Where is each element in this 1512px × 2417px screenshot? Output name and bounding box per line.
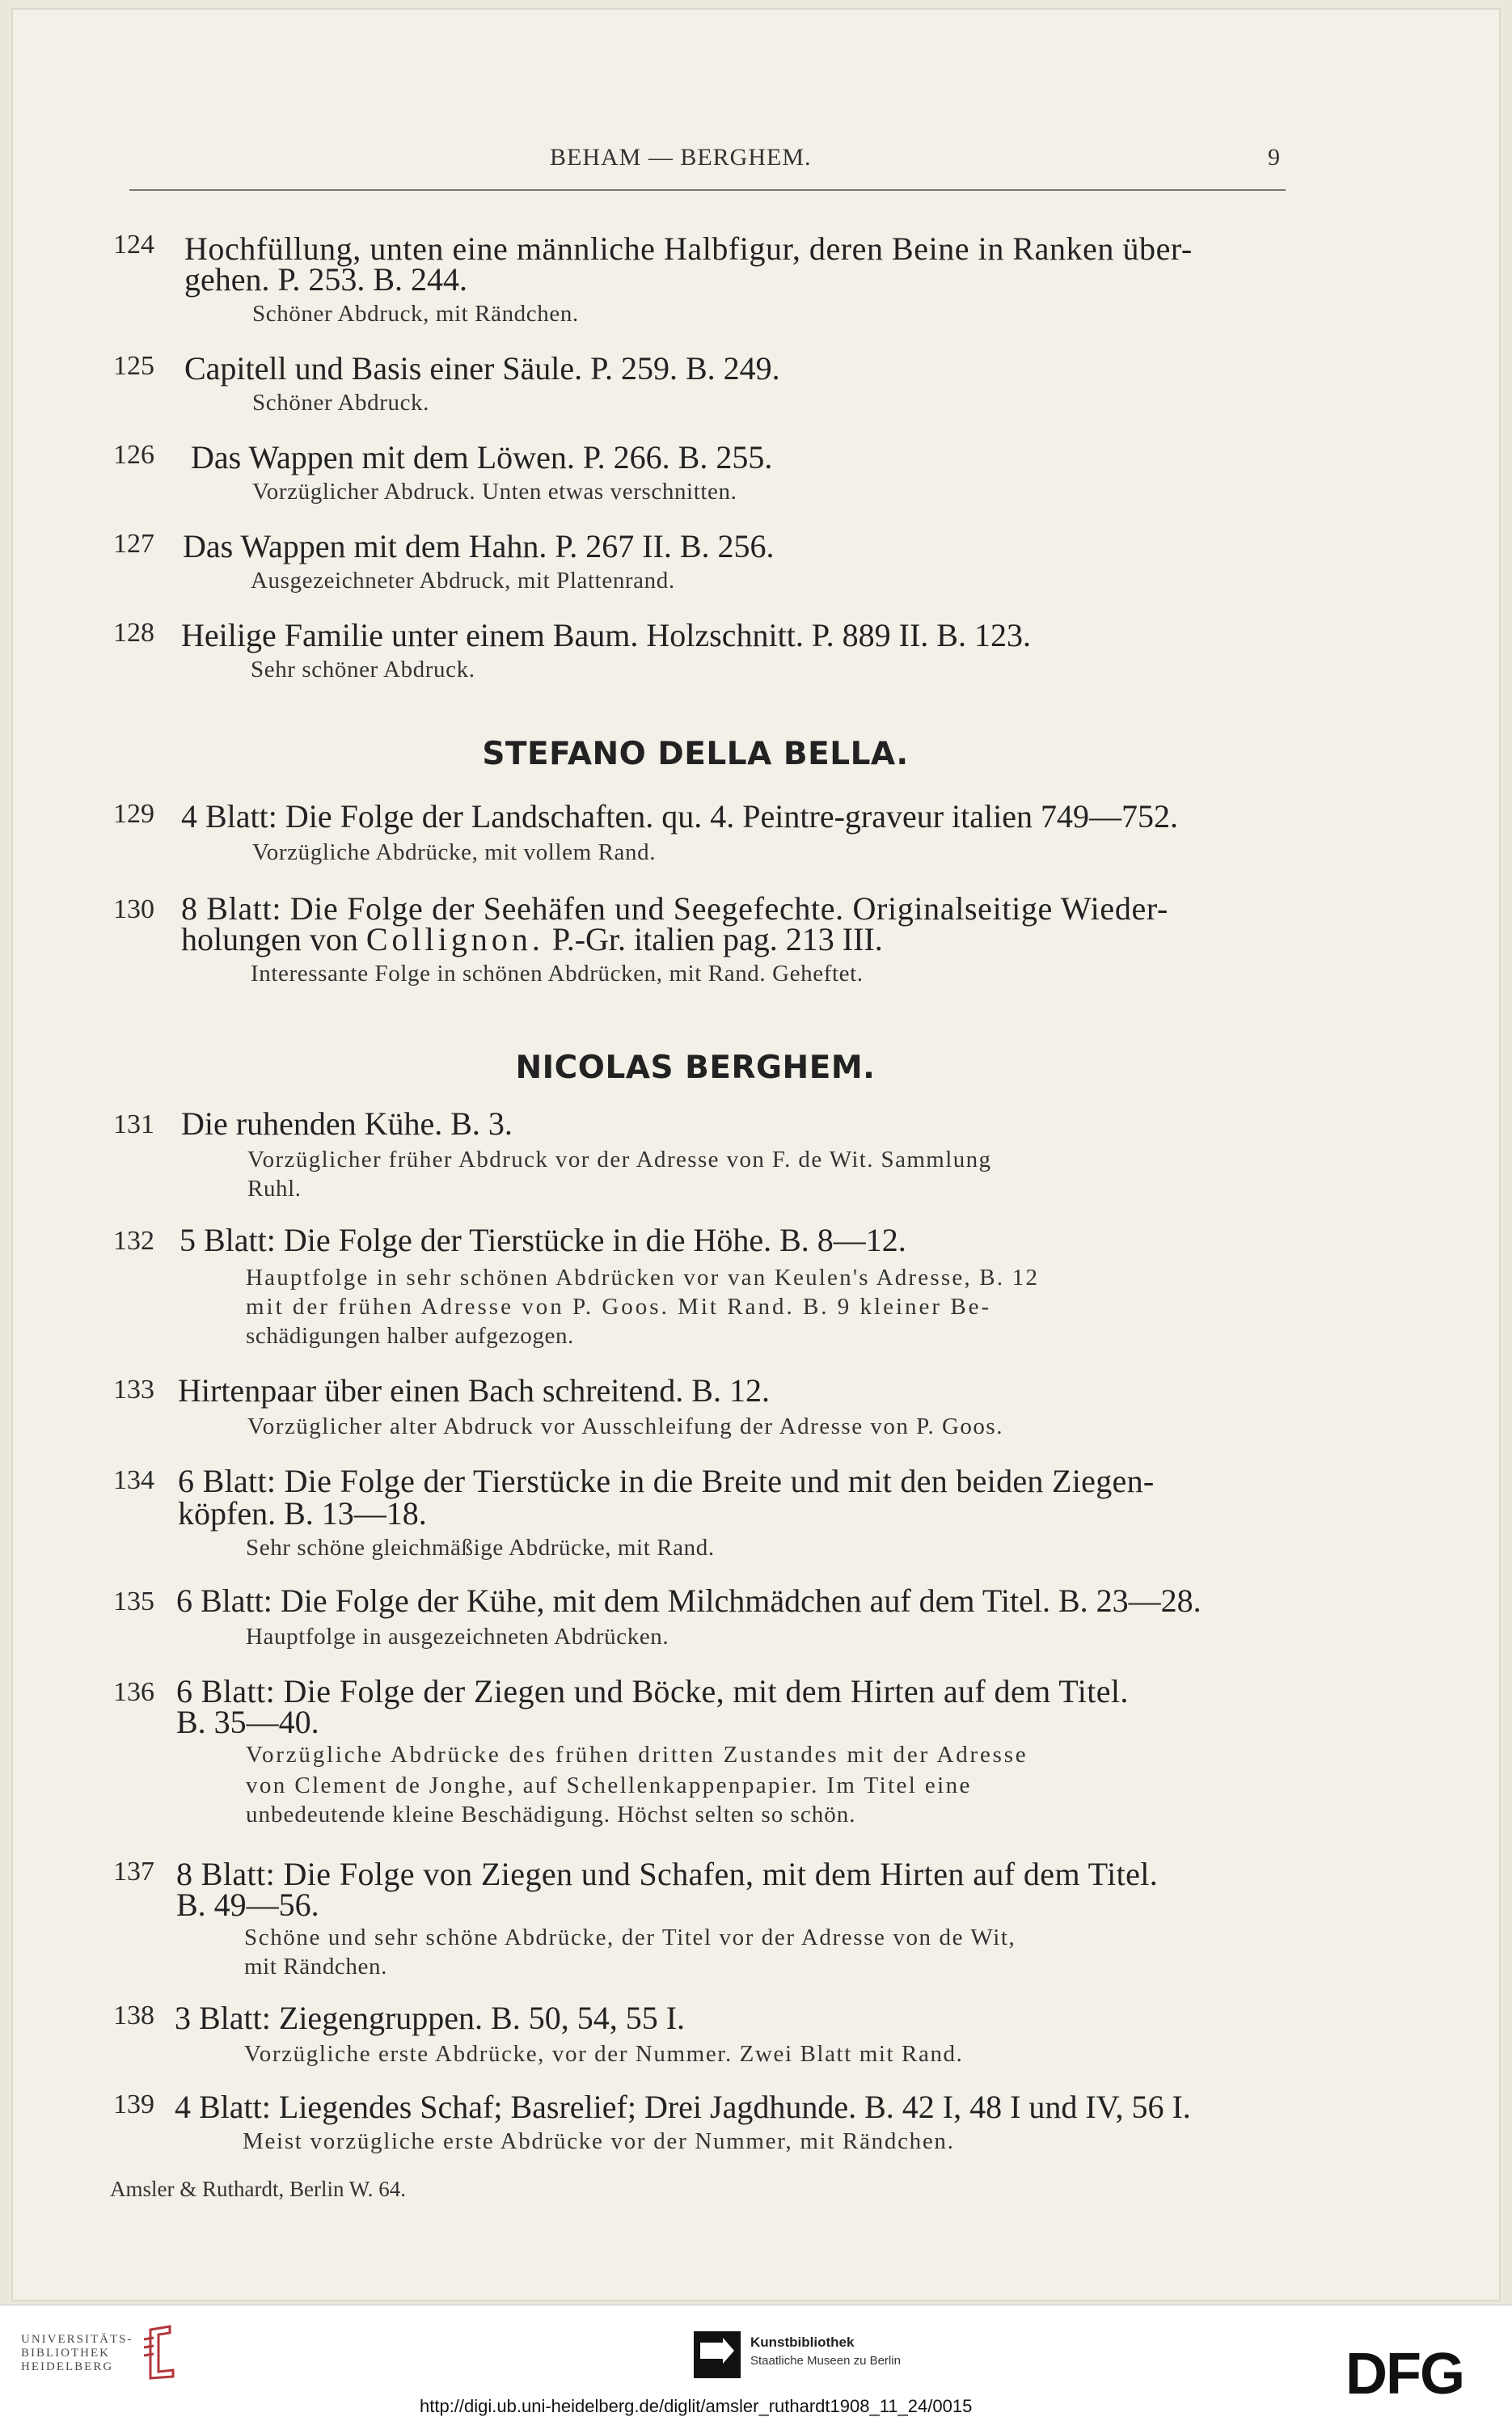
entry-note: Meist vorzügliche erste Abdrücke vor der Nummer, mit Rändchen.: [243, 2128, 955, 2154]
entry-title-line: 6 Blatt: Die Folge der Kühe, mit dem Milchmädchen auf dem Titel. B. 23—28.: [176, 1582, 1202, 1619]
entry-note: Schöne und sehr schöne Abdrücke, der Titel vor der Adresse von de Wit,: [244, 1925, 1016, 1950]
entry-note: schädigungen halber aufgezogen.: [246, 1323, 574, 1349]
entry-note: Vorzüglicher Abdruck. Unten etwas verschnitten.: [252, 479, 737, 505]
entry-note: Sehr schöne gleichmäßige Abdrücke, mit Rand.: [246, 1535, 715, 1561]
entry-number: 124: [113, 230, 154, 260]
entry-number: 125: [113, 351, 154, 381]
entry-note: mit der frühen Adresse von P. Goos. Mit Rand. B. 9 kleiner Be-: [246, 1294, 992, 1320]
entry-title-line: 6 Blatt: Die Folge der Ziegen und Böcke, mit dem Hirten auf dem Titel.: [176, 1673, 1129, 1709]
entry-note: Ausgezeichneter Abdruck, mit Plattenrand.: [251, 568, 675, 594]
digitization-bar: [0, 2305, 1512, 2416]
entry-title-line: gehen. P. 253. B. 244.: [184, 261, 467, 298]
entry-title-line: Hochfüllung, unten eine männliche Halbfigur, deren Beine in Ranken über-: [184, 230, 1193, 267]
entry-number: 128: [113, 618, 154, 648]
entry-number: 134: [113, 1465, 154, 1495]
entry-title-line: B. 49—56.: [176, 1887, 319, 1923]
entry-number: 135: [113, 1587, 154, 1616]
entry-title-line: 4 Blatt: Die Folge der Landschaften. qu. 4. Peintre-graveur italien 749—752.: [181, 798, 1179, 835]
page-number: 9: [1268, 144, 1281, 171]
entry-number: 127: [113, 529, 154, 559]
entry-title-line: 4 Blatt: Liegendes Schaf; Basrelief; Drei Jagdhunde. B. 42 I, 48 I und IV, 56 I.: [175, 2089, 1191, 2125]
entry-number: 131: [113, 1109, 154, 1139]
entry-number: 139: [113, 2090, 154, 2119]
entry-note: Sehr schöner Abdruck.: [251, 657, 475, 682]
entry-note: Vorzügliche Abdrücke des frühen dritten Zustandes mit der Adresse: [246, 1742, 1028, 1768]
entry-note: Vorzüglicher alter Abdruck vor Ausschleifung der Adresse von P. Goos.: [247, 1413, 1003, 1439]
entry-title-line: 6 Blatt: Die Folge der Tierstücke in die Breite und mit den beiden Ziegen-: [178, 1463, 1155, 1499]
entry-note: Vorzüglicher früher Abdruck vor der Adresse von F. de Wit. Sammlung: [247, 1147, 992, 1173]
entry-title-line: 8 Blatt: Die Folge von Ziegen und Schafen, mit dem Hirten auf dem Titel.: [176, 1856, 1159, 1892]
entry-note: Hauptfolge in sehr schönen Abdrücken vor van Keulen's Adresse, B. 12: [246, 1265, 1040, 1291]
entry-title-line: Die ruhenden Kühe. B. 3.: [181, 1105, 513, 1142]
kunstbibliothek-title: Kunstbibliothek: [750, 2335, 855, 2350]
kunstbibliothek-logo-icon: [694, 2331, 741, 2378]
entry-title-line: köpfen. B. 13—18.: [178, 1495, 427, 1532]
header-rule: [129, 189, 1286, 191]
entry-title-line: holungen von Collignon. P.-Gr. italien pag. 213 III.: [181, 921, 883, 957]
kunstbibliothek-subtitle: Staatliche Museen zu Berlin: [750, 2354, 901, 2368]
entry-number: 129: [113, 799, 154, 829]
entry-title-line: Capitell und Basis einer Säule. P. 259. B. 249.: [184, 350, 780, 387]
entry-note: Schöner Abdruck, mit Rändchen.: [252, 301, 579, 327]
university-library-label: UNIVERSITÄTS- BIBLIOTHEK HEIDELBERG: [21, 2333, 133, 2373]
running-head: BEHAM — BERGHEM.: [550, 144, 812, 171]
entry-note: von Clement de Jonghe, auf Schellenkappenpapier. Im Titel eine: [246, 1773, 972, 1798]
entry-number: 138: [113, 2001, 154, 2030]
publisher-footer: Amsler & Ruthardt, Berlin W. 64.: [110, 2177, 406, 2201]
entry-note: Hauptfolge in ausgezeichneten Abdrücken.: [246, 1624, 669, 1650]
section-heading: NICOLAS BERGHEM.: [515, 1050, 876, 1086]
entry-note: mit Rändchen.: [244, 1954, 387, 1980]
entry-title-line: 5 Blatt: Die Folge der Tierstücke in die Höhe. B. 8—12.: [179, 1222, 906, 1258]
entry-number: 136: [113, 1677, 154, 1707]
entry-number: 132: [113, 1226, 154, 1256]
entry-number: 137: [113, 1857, 154, 1887]
entry-note: Vorzügliche Abdrücke, mit vollem Rand.: [252, 839, 657, 865]
entry-note: Vorzügliche erste Abdrücke, vor der Nummer. Zwei Blatt mit Rand.: [244, 2041, 964, 2067]
entry-number: 133: [113, 1375, 154, 1405]
entry-number: 126: [113, 440, 154, 470]
source-url[interactable]: http://digi.ub.uni-heidelberg.de/diglit/amsler_ruthardt1908_11_24/0015: [420, 2396, 973, 2416]
entry-note: Ruhl.: [247, 1176, 302, 1202]
entry-title-line: Das Wappen mit dem Hahn. P. 267 II. B. 256.: [183, 528, 775, 564]
entry-note: unbedeutende kleine Beschädigung. Höchst selten so schön.: [246, 1802, 856, 1828]
entry-title-line: 8 Blatt: Die Folge der Seehäfen und Seegefechte. Originalseitige Wieder-: [181, 890, 1169, 927]
entry-note: Interessante Folge in schönen Abdrücken, mit Rand. Geheftet.: [251, 961, 864, 987]
entry-title-line: B. 35—40.: [176, 1704, 319, 1740]
entry-note: Schöner Abdruck.: [252, 390, 430, 416]
entry-title-line: Hirtenpaar über einen Bach schreitend. B. 12.: [178, 1372, 770, 1409]
dfg-logo: DFG: [1345, 2342, 1463, 2406]
section-heading: STEFANO DELLA BELLA.: [482, 736, 909, 772]
entry-number: 130: [113, 894, 154, 924]
entry-title-line: Heilige Familie unter einem Baum. Holzschnitt. P. 889 II. B. 123.: [181, 617, 1031, 653]
entry-title-line: Das Wappen mit dem Löwen. P. 266. B. 255.: [191, 439, 773, 475]
entry-title-line: 3 Blatt: Ziegengruppen. B. 50, 54, 55 I.: [175, 2000, 686, 2036]
university-seal-icon: [139, 2323, 181, 2381]
